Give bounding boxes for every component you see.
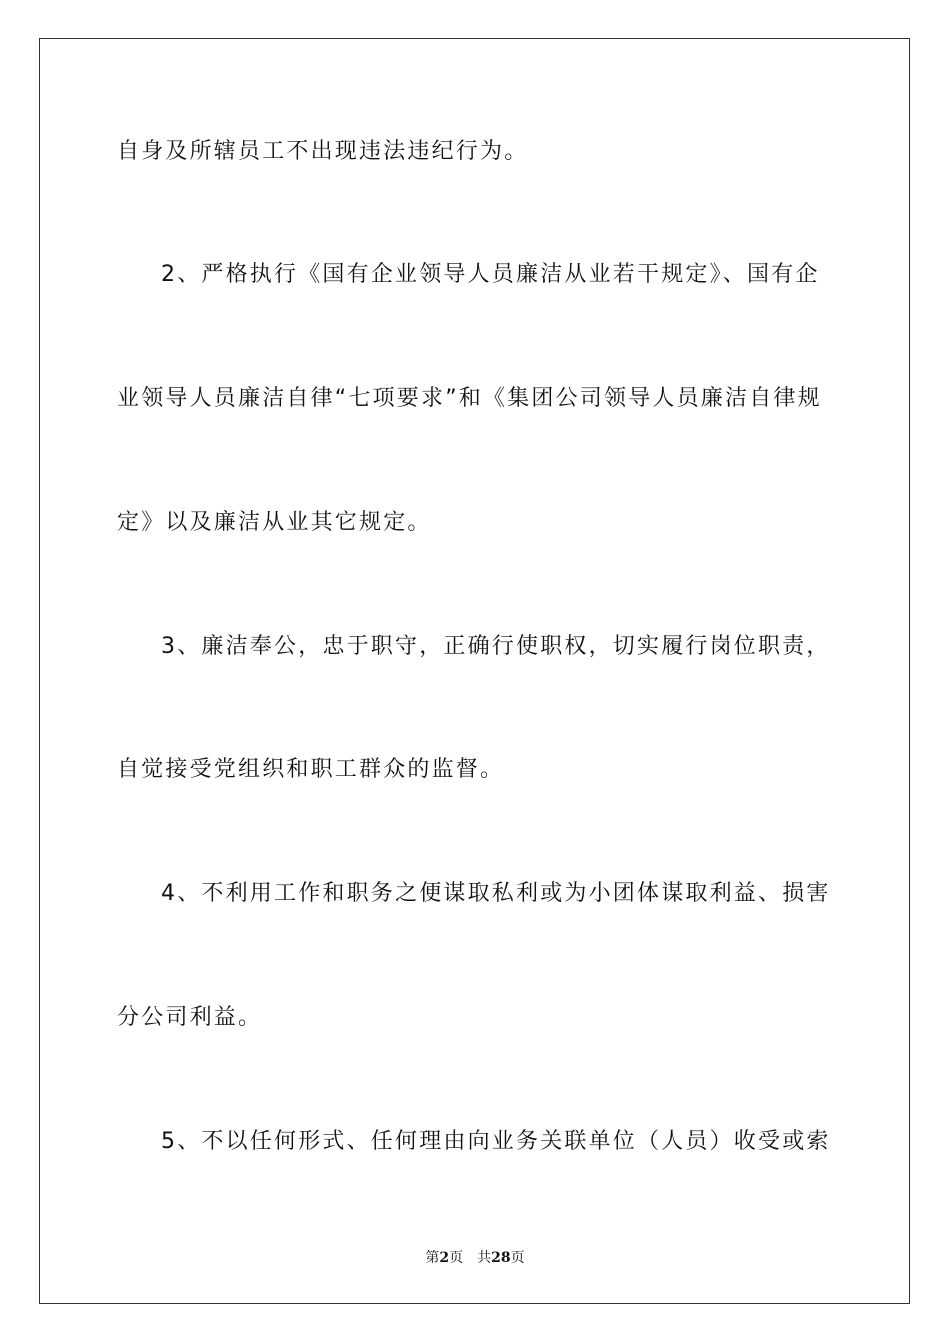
text-line: 分公司利益。 <box>117 1005 263 1030</box>
text-line: 定》以及廉洁从业其它规定。 <box>117 510 432 535</box>
text-line: 3、廉洁奉公，忠于职守，正确行使职权，切实履行岗位职责， <box>161 634 831 659</box>
text-line: 5、不以任何形式、任何理由向业务关联单位（人员）收受或索 <box>161 1129 831 1154</box>
total-pages: 28 <box>491 1250 511 1266</box>
text-line: 4、不利用工作和职务之便谋取私利或为小团体谋取利益、损害 <box>161 881 831 906</box>
page-number: 2 <box>439 1250 450 1266</box>
page-suffix: 页 <box>449 1250 464 1266</box>
total-prefix: 共 <box>477 1250 492 1266</box>
text-line: 业领导人员廉洁自律“七项要求”和《集团公司领导人员廉洁自律规 <box>117 386 822 411</box>
text-line: 2、严格执行《国有企业领导人员廉洁从业若干规定》、国有企 <box>161 262 820 287</box>
page-border <box>39 38 910 1304</box>
page-prefix: 第 <box>425 1250 440 1266</box>
page-footer <box>0 1249 950 1267</box>
text-line: 自觉接受党组织和职工群众的监督。 <box>117 757 505 782</box>
text-line: 自身及所辖员工不出现违法违纪行为。 <box>117 139 529 164</box>
total-suffix: 页 <box>510 1250 525 1266</box>
